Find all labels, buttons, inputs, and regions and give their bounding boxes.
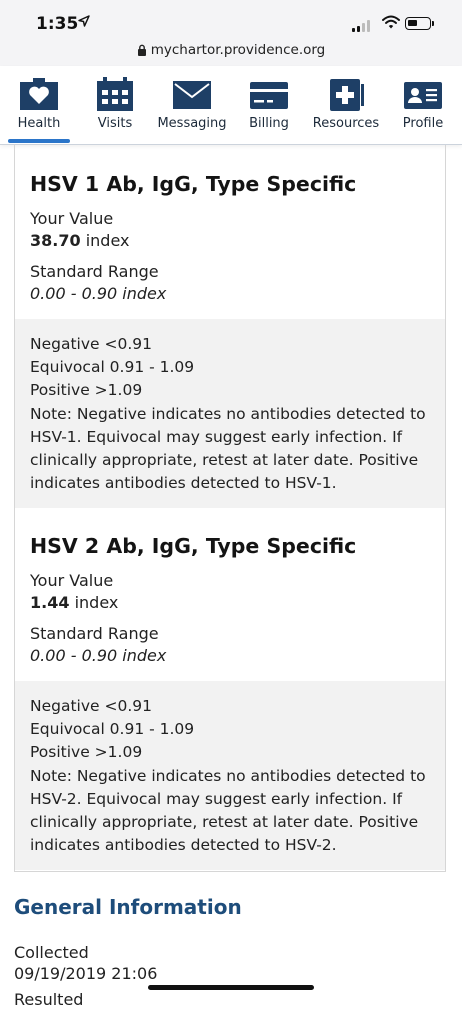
cellular-signal-icon: [352, 20, 374, 32]
comment-line: Negative <0.91: [30, 335, 152, 353]
collected-value: 09/19/2019 21:06: [14, 964, 158, 983]
active-tab-indicator: [8, 139, 70, 143]
comment-line: HSV-2. Equivocal may suggest early infection. If: [30, 789, 403, 808]
envelope-icon: [171, 76, 213, 112]
comment-line: Negative <0.91: [30, 697, 152, 715]
nav-tab-profile[interactable]: [384, 76, 462, 131]
general-information-heading: General Information: [14, 895, 242, 919]
standard-range-value: 0.00 - 0.90 index: [30, 646, 167, 665]
result-value: 1.44 index: [30, 593, 119, 612]
your-value-label: Your Value: [30, 209, 114, 228]
result-comment: [15, 681, 445, 870]
collected-label: Collected: [14, 943, 89, 962]
lock-icon: [137, 44, 147, 56]
result-comment: [15, 319, 445, 508]
comment-line: Positive >1.09: [30, 381, 143, 400]
status-bar: [0, 0, 462, 44]
comment-line: indicates antibodies detected to HSV-2.: [30, 836, 337, 855]
wifi-icon: [382, 15, 400, 29]
nav-tab-billing[interactable]: [230, 76, 308, 131]
nav-tab-resources[interactable]: [307, 76, 385, 131]
standard-range-value: 0.00 - 0.90 index: [30, 284, 167, 303]
nav-tab-visits[interactable]: [76, 76, 154, 131]
resulted-label: Resulted: [14, 990, 84, 1009]
address-bar[interactable]: [0, 42, 462, 66]
nav-label-profile: Profile: [402, 116, 444, 131]
comment-line: Note: Negative indicates no antibodies detected to: [30, 766, 426, 785]
comment-line: Equivocal 0.91 - 1.09: [30, 358, 195, 377]
id-card-icon: [402, 76, 444, 112]
comment-line: Positive >1.09: [30, 743, 143, 762]
result-title: HSV 2 Ab, IgG, Type Specific: [30, 534, 357, 558]
main-nav: [0, 66, 462, 145]
home-indicator[interactable]: [148, 985, 314, 990]
standard-range-label: Standard Range: [30, 262, 159, 281]
comment-line: Note: Negative indicates no antibodies detected to: [30, 404, 426, 423]
comment-line: clinically appropriate, retest at later date. Positive: [30, 813, 419, 832]
nav-label-health: Health: [17, 116, 61, 131]
your-value-label: Your Value: [30, 571, 114, 590]
nav-tab-messaging[interactable]: [153, 76, 231, 131]
comment-line: HSV-1. Equivocal may suggest early infection. If: [30, 427, 403, 446]
comment-line: indicates antibodies detected to HSV-1.: [30, 474, 337, 493]
calendar-icon: [94, 76, 136, 112]
nav-label-resources: Resources: [312, 116, 380, 131]
battery-icon: [405, 17, 431, 30]
url-text: mychartor.providence.org: [150, 42, 326, 58]
medical-kit-icon: [325, 76, 367, 112]
credit-card-icon: [248, 76, 290, 112]
standard-range-label: Standard Range: [30, 624, 159, 643]
heart-icon: [18, 76, 60, 112]
nav-label-messaging: Messaging: [157, 116, 227, 131]
result-value: 38.70 index: [30, 231, 130, 250]
nav-label-billing: Billing: [249, 116, 289, 131]
clock-time: 1:35: [36, 14, 79, 34]
comment-line: Equivocal 0.91 - 1.09: [30, 720, 195, 739]
result-title: HSV 1 Ab, IgG, Type Specific: [30, 172, 357, 196]
nav-tab-health[interactable]: [0, 76, 78, 131]
nav-label-visits: Visits: [97, 116, 133, 131]
location-arrow-icon: [78, 15, 90, 27]
comment-line: clinically appropriate, retest at later date. Positive: [30, 451, 419, 470]
